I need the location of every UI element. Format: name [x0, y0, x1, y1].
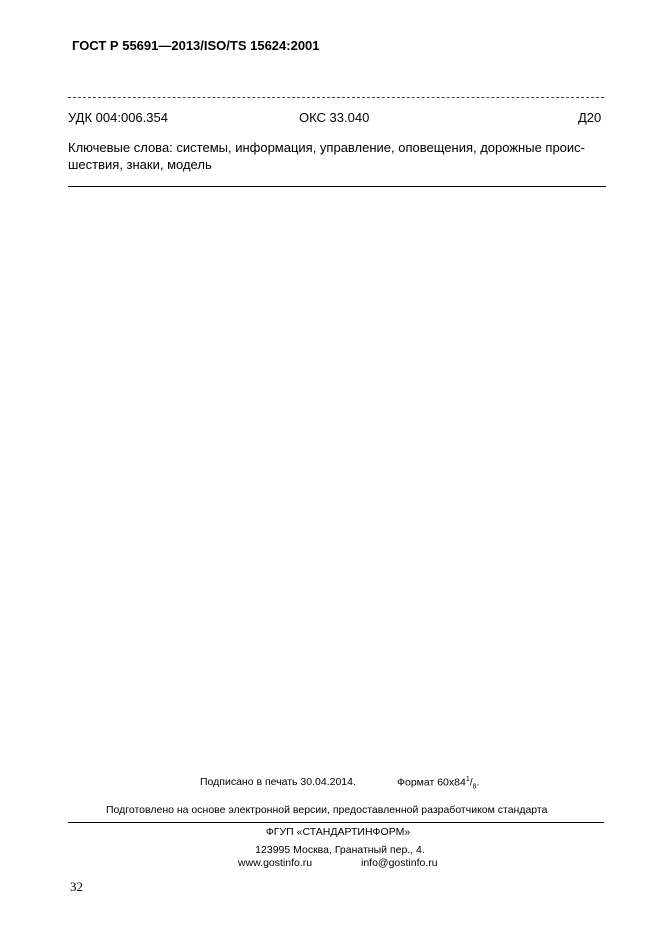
- prepared-note: Подготовлено на основе электронной версии, предоставленной разработчиком стандарта: [106, 804, 548, 816]
- standard-code-header: ГОСТ Р 55691—2013/ISO/TS 15624:2001: [72, 38, 320, 53]
- format-denominator: 8: [472, 783, 477, 791]
- format-suffix: .: [476, 776, 480, 789]
- paper-format: Формат $60x84^1/_8$.: [397, 776, 480, 791]
- group-code: Д20: [578, 110, 602, 125]
- format-numerator: 1: [465, 776, 470, 783]
- udk-code: УДК 004:006.354: [68, 110, 168, 125]
- publisher-email: info@gostinfo.ru: [361, 857, 438, 869]
- page-number: 32: [70, 879, 83, 894]
- keywords-divider: [68, 186, 606, 187]
- publisher-website: www.gostinfo.ru: [238, 857, 313, 869]
- keywords-text: Ключевые слова: системы, информация, управление, оповещения, дорожные проис-шествия, знаки, модель: [68, 140, 586, 172]
- publisher-address: 123995 Москва, Гранатный пер., 4.: [255, 844, 425, 856]
- top-divider: [68, 97, 604, 98]
- format-label: Формат 60x84: [397, 776, 466, 789]
- signed-date: Подписано в печать 30.04.2014.: [200, 776, 356, 788]
- publisher-name: ФГУП «СТАНДАРТИНФОРМ»: [265, 826, 411, 838]
- oks-code: ОКС 33.040: [299, 110, 370, 125]
- imprint-divider: [68, 822, 604, 823]
